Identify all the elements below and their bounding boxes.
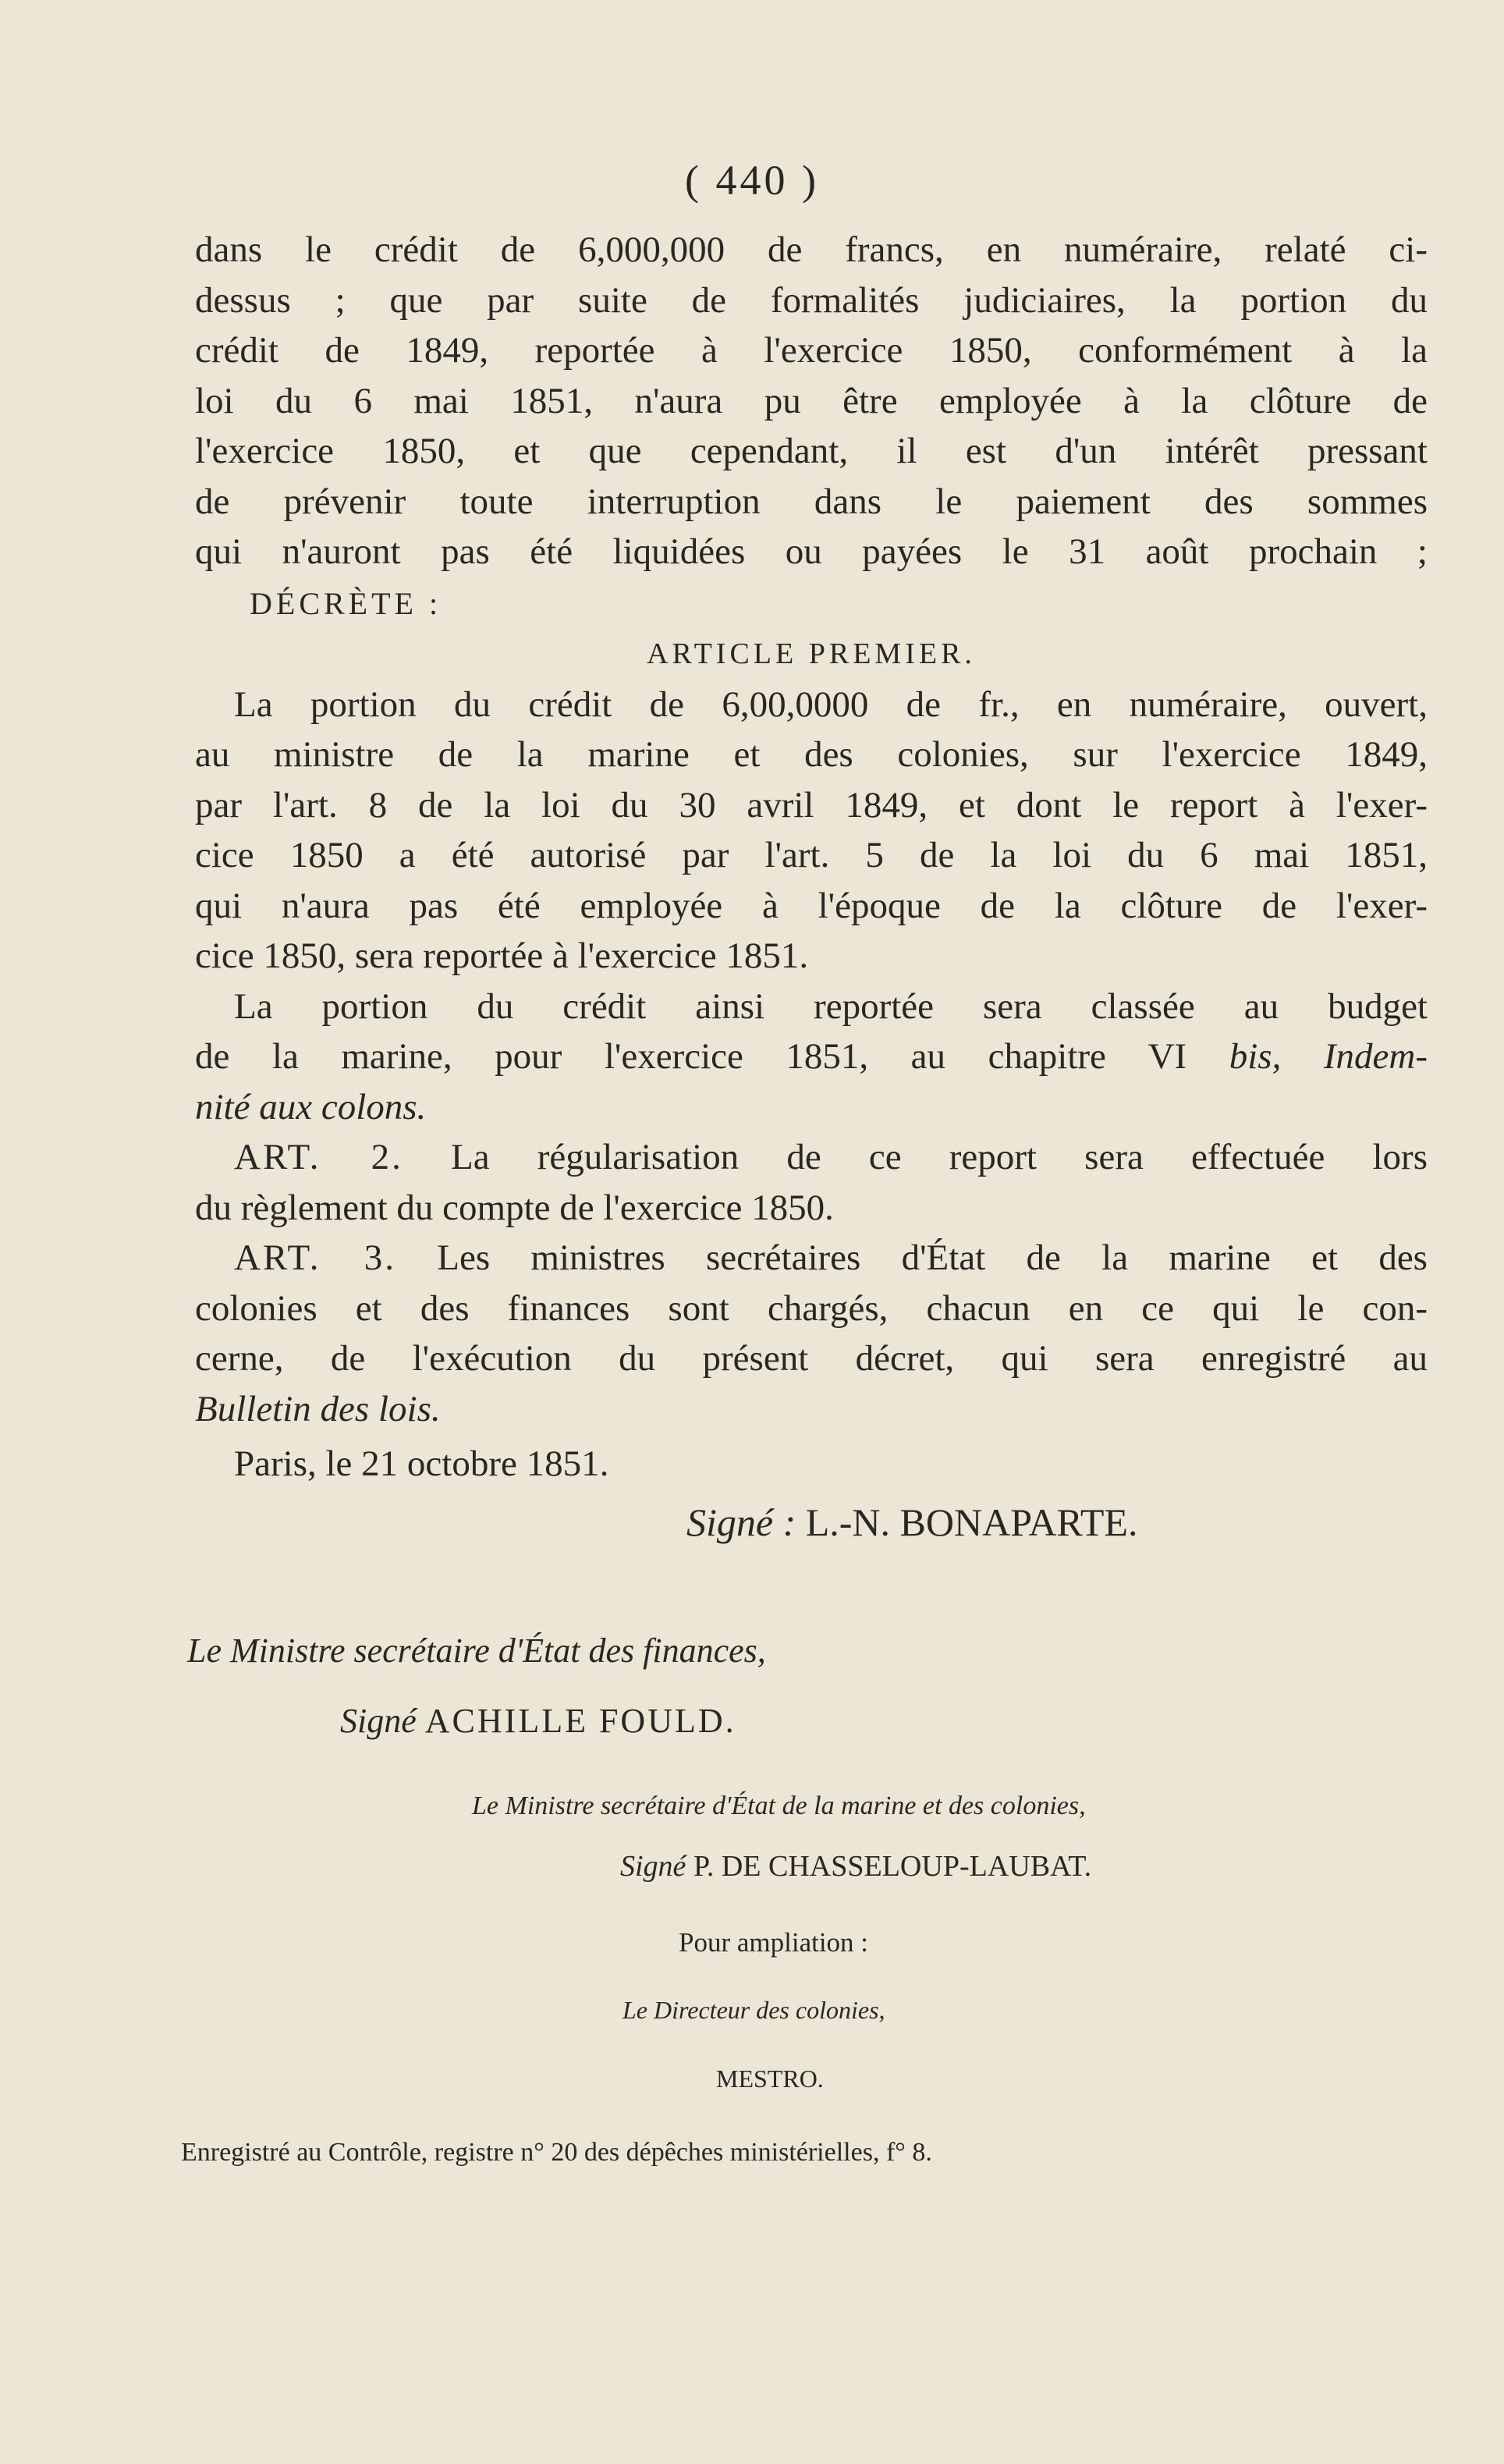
indemnite-continuation: nité aux colons. (195, 1086, 427, 1127)
signe-label: Signé (340, 1702, 417, 1740)
article2-line (195, 1132, 1428, 1183)
article1-line: au ministre de la marine et des colonies, sur l'exercice 1849, (195, 734, 1428, 775)
article2-label: ART. 2. (234, 1137, 403, 1177)
article3-line (195, 1384, 1428, 1435)
article3-text: Les ministres secrétaires d'État de la marine et des (437, 1237, 1428, 1278)
indemnite-word: , Indem- (1272, 1036, 1428, 1077)
article2-text: La régularisation de ce report sera effectuée lors (451, 1137, 1428, 1177)
intro-line: loi du 6 mai 1851, n'aura pu être employée à la clôture de (195, 380, 1428, 421)
article1-line: La portion du crédit de 6,00,0000 de fr., en numéraire, ouvert, (234, 683, 1428, 725)
article1-p2-line (195, 1031, 1428, 1082)
article-premier-heading: ARTICLE PREMIER. (647, 637, 976, 670)
signature-fould (340, 1701, 736, 1741)
intro-line: l'exercice 1850, et que cependant, il est d'un intérêt pressant (195, 431, 1428, 471)
article1-line: cice 1850, sera reportée à l'exercice 1851. (195, 936, 809, 976)
bis-word: bis (1229, 1036, 1272, 1077)
article1-line: cice 1850 a été autorisé par l'art. 5 de la loi du 6 mai 1851, (195, 835, 1428, 875)
intro-line: dessus ; que par suite de formalités judiciaires, la portion du (195, 279, 1428, 321)
signature-bonaparte (195, 1497, 1428, 1548)
ampliation-line: Pour ampliation : (679, 1927, 869, 1958)
article2-line: du règlement du compte de l'exercice 1850. (195, 1187, 834, 1228)
signe-label: Signé (620, 1850, 686, 1883)
article1-line: qui n'aura pas été employée à l'époque de la clôture de l'exer- (195, 885, 1428, 926)
signatory-name: P. DE CHASSELOUP-LAUBAT. (693, 1850, 1092, 1883)
article3-label: ART. 3. (234, 1237, 396, 1278)
signatory-name: L.-N. BONAPARTE. (805, 1500, 1138, 1544)
article3-line: colonies et des finances sont chargés, chacun en ce qui le con- (195, 1287, 1428, 1329)
signe-label: Signé : (686, 1500, 796, 1544)
intro-line: dans le crédit de 6,000,000 de francs, en numéraire, relaté ci- (195, 229, 1428, 270)
decrete-heading: DÉCRÈTE : (250, 585, 442, 621)
decree-body (195, 225, 1428, 1547)
directeur-colonies-line: Le Directeur des colonies, (623, 1996, 885, 2024)
signature-chasseloup (620, 1849, 1091, 1884)
minister-finances-title: Le Ministre secrétaire d'État des finances, (187, 1631, 766, 1670)
article3-line: cerne, de l'exécution du présent décret, qui sera enregistré au (195, 1338, 1428, 1379)
signatory-name: ACHILLE FOULD. (424, 1702, 736, 1740)
registration-note: Enregistré au Contrôle, registre n° 20 des dépêches ministérielles, f° 8. (181, 2138, 932, 2167)
article1-line: par l'art. 8 de la loi du 30 avril 1849, et dont le report à l'exer- (195, 784, 1428, 825)
minister-marine-title: Le Ministre secrétaire d'État de la marine et des colonies, (472, 1791, 1086, 1820)
intro-line: crédit de 1849, reportée à l'exercice 1850, conformément à la (195, 330, 1428, 371)
intro-line: qui n'auront pas été liquidées ou payées le 31 août prochain ; (195, 531, 1428, 572)
article1-p2-line: La portion du crédit ainsi reportée sera classée au budget (234, 985, 1428, 1027)
bulletin-des-lois: Bulletin des lois. (195, 1388, 441, 1429)
page-number: ( 440 ) (685, 157, 819, 204)
intro-line: de prévenir toute interruption dans le paiement des sommes (195, 481, 1428, 522)
article1-p2-line (195, 1082, 1428, 1133)
article1-p2-text: de la marine, pour l'exercice 1851, au chapitre VI (195, 1036, 1187, 1077)
article3-line (195, 1233, 1428, 1283)
date-line: Paris, le 21 octobre 1851. (234, 1443, 609, 1484)
mestro-signature: MESTRO. (716, 2065, 824, 2093)
